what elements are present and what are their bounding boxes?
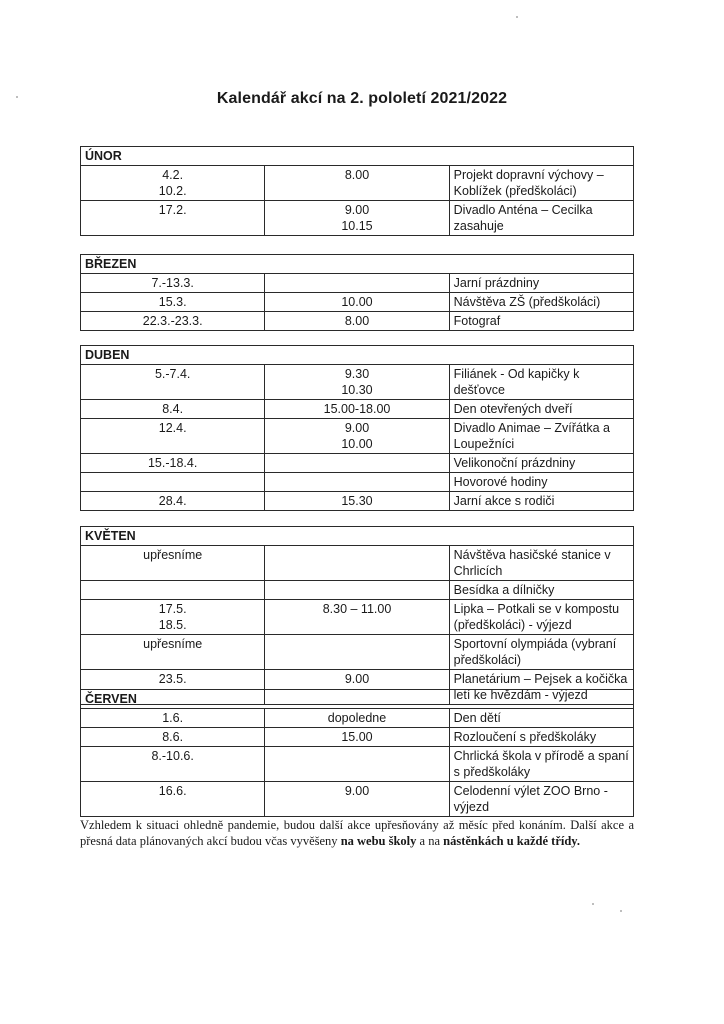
date-cell: 8.-10.6. [81,747,265,782]
table-row [81,709,634,728]
time-cell: 10.00 [265,293,449,312]
time-cell: 9.00 [344,421,370,435]
date-cell [81,581,265,600]
date-cell: 10.2. [158,184,187,198]
time-cell: 15.30 [265,492,449,511]
date-cell: 7.-13.3. [81,274,265,293]
event-cell: Návštěva ZŠ (předškoláci) [449,293,633,312]
time-cell [265,635,449,670]
table-row [81,166,634,201]
event-cell: Den otevřených dveří [449,400,633,419]
time-cell [265,747,449,782]
table-row [81,492,634,511]
table-row [81,400,634,419]
footnote-bold-web: na webu školy [340,834,417,848]
time-cell: 10.30 [341,383,373,397]
time-cell: dopoledne [265,709,449,728]
table-row [81,473,634,492]
table-row [81,454,634,473]
date-cell: 15.3. [81,293,265,312]
table-row [81,635,634,670]
month-table-brezen [80,254,634,331]
month-table-duben [80,345,634,511]
date-cell: 18.5. [158,618,187,632]
event-cell: Divadlo Anténa – Cecilka zasahuje [449,201,633,236]
time-cell: 9.00 [265,670,449,705]
event-cell: Sportovní olympiáda (vybraní předškoláci) [449,635,633,670]
date-cell: 28.4. [81,492,265,511]
page-title: Kalendář akcí na 2. pololetí 2021/2022 [216,90,508,107]
date-cell: upřesníme [81,546,265,581]
date-cell: upřesníme [81,635,265,670]
time-cell [265,454,449,473]
date-cell: 4.2. [162,168,184,182]
time-cell: 15.00-18.00 [265,400,449,419]
time-cell [265,274,449,293]
time-cell: 8.00 [344,168,370,182]
event-cell: Projekt dopravní výchovy – Koblížek (předškoláci) [449,166,633,201]
month-heading: BŘEZEN [81,255,634,274]
footnote-bold-boards: nástěnkách u každé třídy. [443,834,580,848]
scan-speck [516,16,518,18]
time-cell [265,473,449,492]
time-cell: 10.15 [341,219,373,233]
event-cell: Lipka – Potkali se v kompostu (předškoláci) - výjezd [449,600,633,635]
time-cell: 9.30 [344,367,370,381]
footnote-text: a na [416,834,444,848]
date-cell: 15.-18.4. [81,454,265,473]
event-cell: Hovorové hodiny [449,473,633,492]
event-cell: Velikonoční prázdniny [449,454,633,473]
table-row [81,365,634,400]
event-cell: Besídka a dílničky [449,581,633,600]
footnote [80,817,634,849]
event-cell: Divadlo Animae – Zvířátka a Loupežníci [449,419,633,454]
date-cell [81,473,265,492]
event-cell: Filiánek - Od kapičky k dešťovce [449,365,633,400]
date-cell: 8.4. [81,400,265,419]
time-cell: 15.00 [265,728,449,747]
date-cell: 23.5. [81,670,265,705]
event-cell: Fotograf [449,312,633,331]
date-cell: 8.6. [81,728,265,747]
scan-speck [620,910,622,912]
event-cell: Jarní prázdniny [449,274,633,293]
date-cell: 16.6. [81,782,265,817]
table-row [81,747,634,782]
event-cell: Den dětí [449,709,633,728]
time-cell: 8.00 [265,312,449,331]
time-cell [265,546,449,581]
table-row [81,600,634,635]
table-row [81,201,634,236]
date-cell: 1.6. [81,709,265,728]
month-heading: ČERVEN [81,690,634,709]
table-row [81,274,634,293]
time-cell: 9.00 [344,203,370,217]
table-row [81,728,634,747]
date-cell: 17.5. [158,602,187,616]
table-row [81,293,634,312]
month-table-kveten [80,526,634,705]
table-row [81,581,634,600]
scan-speck [592,903,594,905]
month-heading: KVĚTEN [81,527,634,546]
table-row [81,546,634,581]
time-cell: 8.30 – 11.00 [322,602,392,616]
scan-speck [16,96,18,98]
event-cell: Celodenní výlet ZOO Brno - výjezd [449,782,633,817]
table-row [81,312,634,331]
event-cell: Rozloučení s předškoláky [449,728,633,747]
time-cell: 10.00 [341,437,373,451]
event-cell: Planetárium – Pejsek a kočička letí ke hvězdám - výjezd [449,670,633,705]
table-row [81,782,634,817]
time-cell: 9.00 [265,782,449,817]
date-cell: 17.2. [158,203,187,217]
footnote-text: Vzhledem k situaci ohledně pandemie, budou další akce upřesňovány až měsíc před konáním. Další akce a přesná data plánovaných akcí budou včas vyvěšeny [80,818,634,848]
month-heading: ÚNOR [81,147,634,166]
month-table-cerven [80,689,634,817]
date-cell: 12.4. [158,421,187,435]
event-cell: Jarní akce s rodiči [449,492,633,511]
event-cell: Chrlická škola v přírodě a spaní s předškoláky [449,747,633,782]
table-row [81,419,634,454]
month-table-unor [80,146,634,236]
month-heading: DUBEN [81,346,634,365]
time-cell [265,581,449,600]
date-cell: 5.-7.4. [154,367,191,381]
event-cell: Návštěva hasičské stanice v Chrlicích [449,546,633,581]
date-cell: 22.3.-23.3. [81,312,265,331]
